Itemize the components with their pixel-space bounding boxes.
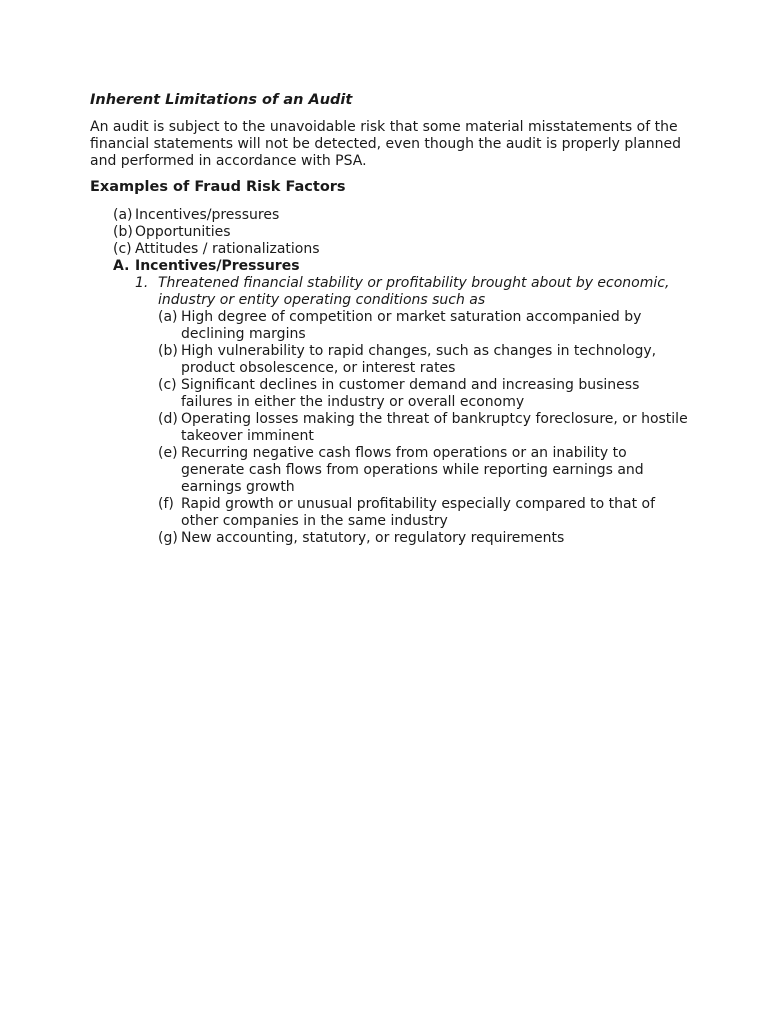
sub-list-marker: (d) [158,411,178,427]
intro-paragraph: An audit is subject to the unavoidable risk that some material misstatements of the financial statements will not be detected, even though the audit is properly planned and performed in accordance with PSA. [90,119,682,169]
sub-list-item-text: High degree of competition or market saturation accompanied by declining margins [181,309,642,342]
sub-list-item-text: High vulnerability to rapid changes, such as changes in technology, product obsolescence, or interest rates [181,343,657,376]
list-marker: (a) [113,207,133,223]
numbered-item [90,275,690,309]
list-item-text: Incentives/pressures [135,207,280,223]
numbered-item-text: Threatened financial stability or profitability brought about by economic, industry or entity operating conditions such as [158,275,670,308]
subsection-marker: A. [113,258,130,274]
list-item-text: Attitudes / rationalizations [135,241,320,257]
list-marker: (b) [113,224,133,240]
sub-list-item-text: Operating losses making the threat of bankruptcy foreclosure, or hostile takeover imminent [181,411,688,444]
sub-list-item [90,343,690,377]
document-page [90,91,690,547]
sub-list-item-text: Significant declines in customer demand and increasing business failures in either the industry or overall economy [181,377,640,410]
document-title: Inherent Limitations of an Audit [90,92,353,108]
subsection-heading [90,258,690,275]
numbered-marker: 1. [135,275,149,291]
category-list [90,207,690,547]
section-heading: Examples of Fraud Risk Factors [90,179,346,195]
sub-list-item-text: Rapid growth or unusual profitability especially compared to that of other companies in the same industry [181,496,656,529]
sub-list-item [90,530,690,547]
sub-list-marker: (e) [158,445,178,461]
list-item-text: Opportunities [135,224,231,240]
list-item [90,224,690,241]
list-item [90,241,690,258]
sub-list-marker: (b) [158,343,178,359]
list-item [90,207,690,224]
subsection-title: Incentives/Pressures [135,258,300,274]
sub-list-item [90,377,690,411]
sub-list-item [90,496,690,530]
sub-list-marker: (g) [158,530,178,546]
sub-list-item-text: New accounting, statutory, or regulatory requirements [181,530,565,546]
sub-list-item-text: Recurring negative cash flows from operations or an inability to generate cash flows from operations while reporting earnings and earnings growth [181,445,644,495]
list-marker: (c) [113,241,132,257]
sub-list-item [90,411,690,445]
sub-list-marker: (c) [158,377,177,393]
sub-list-item [90,445,690,496]
sub-list-marker: (f) [158,496,174,512]
sub-list-item [90,309,690,343]
sub-list-marker: (a) [158,309,178,325]
